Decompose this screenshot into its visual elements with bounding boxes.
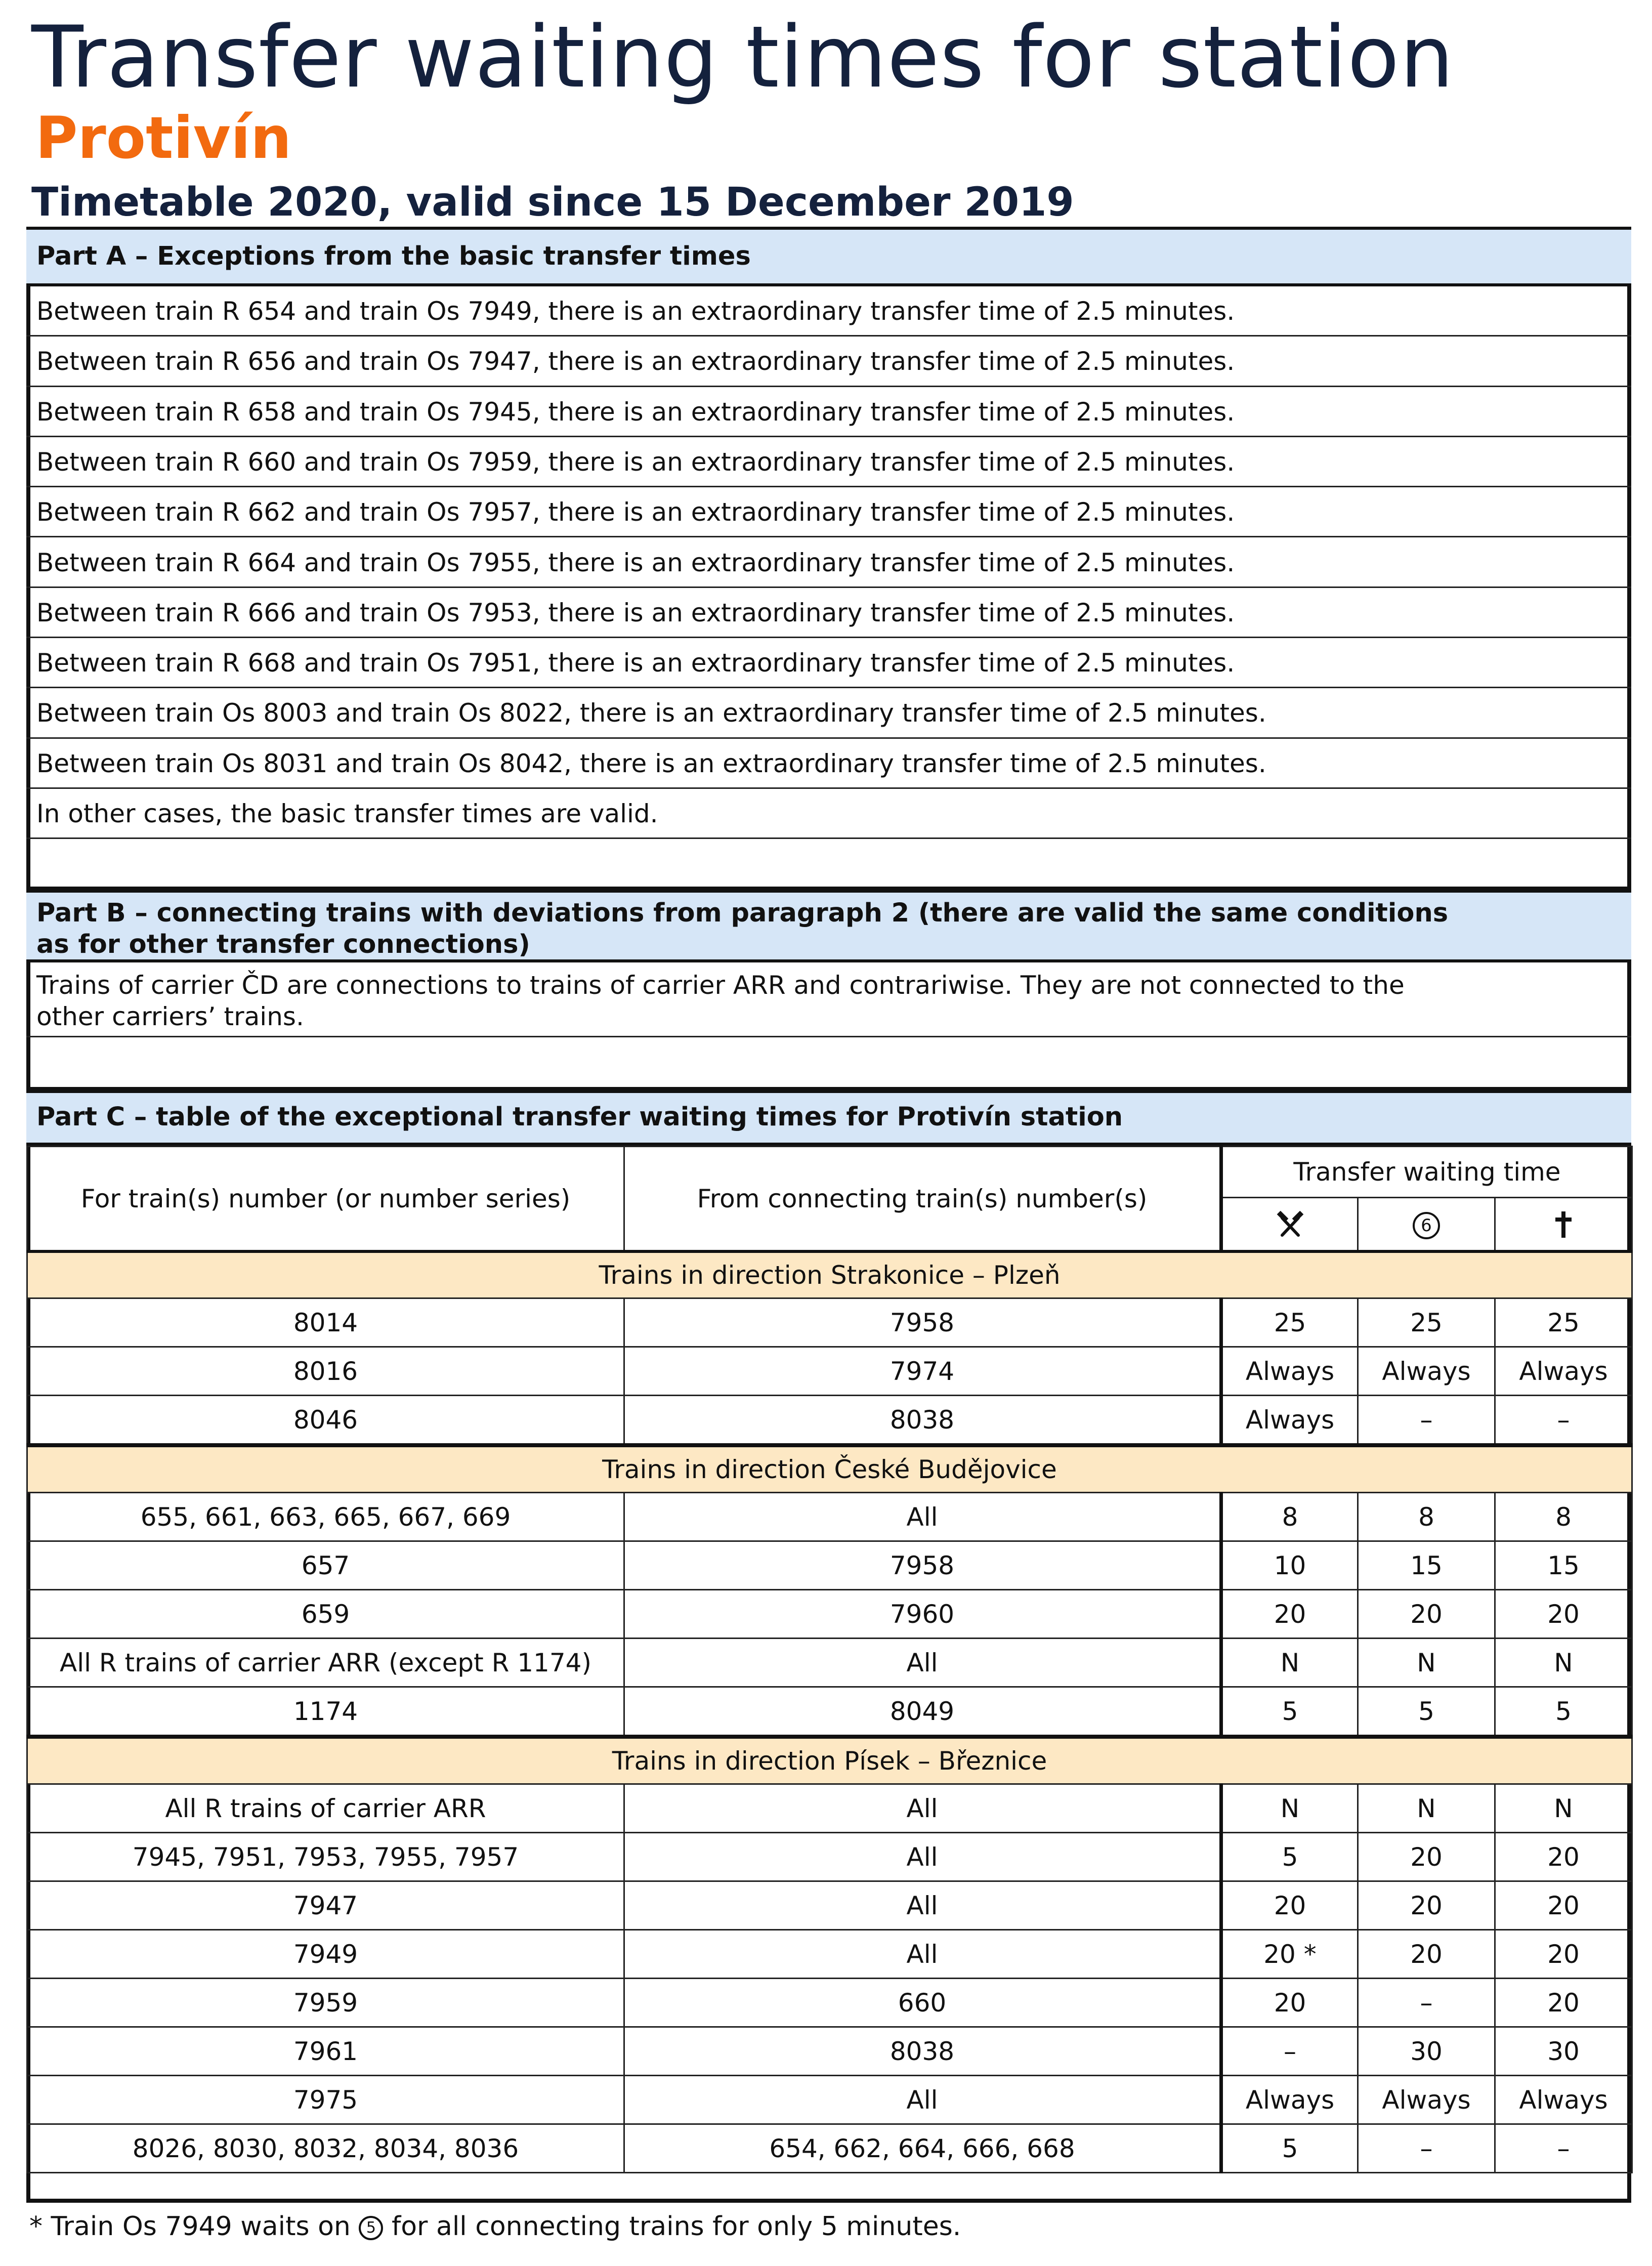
- connecting-train-cell: 8049: [624, 1687, 1221, 1737]
- friday-5-icon: 5: [359, 2216, 383, 2240]
- table-row: [27, 2076, 1632, 2124]
- station-name: Protivín: [35, 104, 292, 172]
- col-header-train: For train(s) number (or number series): [27, 1147, 624, 1252]
- wait-sunday-cell: 5: [1495, 1687, 1632, 1737]
- table-row: [27, 1396, 1632, 1446]
- wait-sunday-cell: 20: [1495, 1930, 1632, 1979]
- wait-workdays-cell: –: [1221, 2027, 1358, 2076]
- table-row: [27, 2027, 1632, 2076]
- footnote: [29, 2206, 961, 2247]
- waiting-times-table: [26, 1146, 1633, 2173]
- train-number-cell: 657: [27, 1541, 624, 1590]
- table-row: [27, 1590, 1632, 1639]
- wait-sunday-cell: 20: [1495, 1881, 1632, 1930]
- wait-saturday-cell: 5: [1358, 1687, 1495, 1737]
- direction-title: Trains in direction České Budějovice: [27, 1445, 1632, 1493]
- table-row: [27, 1639, 1632, 1687]
- wait-saturday-cell: Always: [1358, 2076, 1495, 2124]
- part-a-empty-row: [26, 839, 1631, 890]
- train-number-cell: All R trains of carrier ARR (except R 1174): [27, 1639, 624, 1687]
- table-row: [27, 2124, 1632, 2173]
- wait-workdays-cell: N: [1221, 1639, 1358, 1687]
- connecting-train-cell: All: [624, 1493, 1221, 1541]
- train-number-cell: 7961: [27, 2027, 624, 2076]
- train-number-cell: All R trains of carrier ARR: [27, 1784, 624, 1833]
- connecting-train-cell: 8038: [624, 2027, 1221, 2076]
- wait-workdays-cell: Always: [1221, 1396, 1358, 1446]
- part-b-text: [26, 962, 1631, 1037]
- part-b-heading-line-2: as for other transfer connections): [36, 930, 530, 959]
- page-title: Transfer waiting times for station: [31, 8, 1455, 107]
- wait-saturday-cell: Always: [1358, 1347, 1495, 1396]
- wait-saturday-cell: 20: [1358, 1590, 1495, 1639]
- train-number-cell: 7945, 7951, 7953, 7955, 7957: [27, 1833, 624, 1881]
- train-number-cell: 659: [27, 1590, 624, 1639]
- part-a-line: Between train R 664 and train Os 7955, there is an extraordinary transfer time of 2.5 minutes.: [26, 538, 1631, 588]
- part-a-line: Between train R 666 and train Os 7953, there is an extraordinary transfer time of 2.5 minutes.: [26, 588, 1631, 638]
- wait-sunday-cell: 25: [1495, 1298, 1632, 1347]
- footnote-prefix: * Train Os 7949 waits on: [29, 2211, 351, 2242]
- table-row: [27, 1687, 1632, 1737]
- train-number-cell: 7959: [27, 1979, 624, 2027]
- table-row: [27, 1298, 1632, 1347]
- timetable-validity: Timetable 2020, valid since 15 December 2019: [31, 180, 1074, 225]
- connecting-train-cell: All: [624, 1881, 1221, 1930]
- part-a-heading: Part A – Exceptions from the basic transfer times: [26, 227, 1631, 286]
- part-a-line: Between train Os 8031 and train Os 8042, there is an extraordinary transfer time of 2.5 minutes.: [26, 739, 1631, 789]
- part-a-line: Between train R 662 and train Os 7957, there is an extraordinary transfer time of 2.5 minutes.: [26, 487, 1631, 537]
- part-c-heading: Part C – table of the exceptional transfer waiting times for Protivín station: [26, 1090, 1631, 1146]
- wait-sunday-cell: 15: [1495, 1541, 1632, 1590]
- table-row: [27, 1930, 1632, 1979]
- wait-saturday-cell: N: [1358, 1784, 1495, 1833]
- wait-saturday-cell: 30: [1358, 2027, 1495, 2076]
- part-c-table-wrap: [26, 1146, 1631, 2173]
- connecting-train-cell: 7974: [624, 1347, 1221, 1396]
- wait-sunday-cell: 8: [1495, 1493, 1632, 1541]
- part-a-line: Between train R 656 and train Os 7947, there is an extraordinary transfer time of 2.5 minutes.: [26, 337, 1631, 387]
- wait-workdays-cell: N: [1221, 1784, 1358, 1833]
- connecting-train-cell: 654, 662, 664, 666, 668: [624, 2124, 1221, 2173]
- wait-sunday-cell: 30: [1495, 2027, 1632, 2076]
- wait-saturday-cell: –: [1358, 1979, 1495, 2027]
- train-number-cell: 8026, 8030, 8032, 8034, 8036: [27, 2124, 624, 2173]
- wait-saturday-cell: 20: [1358, 1930, 1495, 1979]
- wait-workdays-cell: 10: [1221, 1541, 1358, 1590]
- train-number-cell: 7949: [27, 1930, 624, 1979]
- sunday-header: [1495, 1198, 1632, 1252]
- direction-group-row: [27, 1737, 1632, 1784]
- wait-workdays-cell: 5: [1221, 1833, 1358, 1881]
- connecting-train-cell: All: [624, 1639, 1221, 1687]
- connecting-train-cell: All: [624, 2076, 1221, 2124]
- wait-workdays-cell: 20 *: [1221, 1930, 1358, 1979]
- wait-sunday-cell: Always: [1495, 1347, 1632, 1396]
- table-row: [27, 1541, 1632, 1590]
- direction-title: Trains in direction Písek – Březnice: [27, 1737, 1632, 1784]
- part-b-heading: [26, 890, 1631, 962]
- table-body: [27, 1251, 1632, 2173]
- col-header-wait: Transfer waiting time: [1221, 1147, 1632, 1198]
- wait-saturday-cell: –: [1358, 1396, 1495, 1446]
- connecting-train-cell: 7958: [624, 1298, 1221, 1347]
- train-number-cell: 8016: [27, 1347, 624, 1396]
- part-a-line: Between train R 658 and train Os 7945, there is an extraordinary transfer time of 2.5 minutes.: [26, 387, 1631, 437]
- connecting-train-cell: All: [624, 1930, 1221, 1979]
- saturday-6-icon: 6: [1413, 1212, 1440, 1239]
- wait-workdays-cell: 5: [1221, 2124, 1358, 2173]
- direction-group-row: [27, 1445, 1632, 1493]
- wait-sunday-cell: –: [1495, 1396, 1632, 1446]
- part-a-line: Between train Os 8003 and train Os 8022, there is an extraordinary transfer time of 2.5 minutes.: [26, 688, 1631, 738]
- table-row: [27, 1493, 1632, 1541]
- table-row: [27, 1347, 1632, 1396]
- train-number-cell: 1174: [27, 1687, 624, 1737]
- wait-workdays-cell: 5: [1221, 1687, 1358, 1737]
- wait-sunday-cell: 20: [1495, 1590, 1632, 1639]
- part-a-line: Between train R 668 and train Os 7951, there is an extraordinary transfer time of 2.5 minutes.: [26, 638, 1631, 688]
- wait-workdays-cell: 20: [1221, 1590, 1358, 1639]
- train-number-cell: 8014: [27, 1298, 624, 1347]
- sunday-cross-icon: [1553, 1208, 1574, 1238]
- footnote-suffix: for all connecting trains for only 5 minutes.: [391, 2211, 961, 2242]
- wait-workdays-cell: 20: [1221, 1979, 1358, 2027]
- wait-sunday-cell: Always: [1495, 2076, 1632, 2124]
- train-number-cell: 7975: [27, 2076, 624, 2124]
- wait-saturday-cell: 15: [1358, 1541, 1495, 1590]
- direction-group-row: [27, 1251, 1632, 1298]
- connecting-train-cell: 8038: [624, 1396, 1221, 1446]
- connecting-train-cell: All: [624, 1833, 1221, 1881]
- wait-saturday-cell: 8: [1358, 1493, 1495, 1541]
- wait-workdays-cell: 8: [1221, 1493, 1358, 1541]
- wait-sunday-cell: N: [1495, 1784, 1632, 1833]
- wait-sunday-cell: 20: [1495, 1979, 1632, 2027]
- train-number-cell: 655, 661, 663, 665, 667, 669: [27, 1493, 624, 1541]
- part-a-line: In other cases, the basic transfer times are valid.: [26, 789, 1631, 839]
- train-number-cell: 7947: [27, 1881, 624, 1930]
- wait-workdays-cell: Always: [1221, 2076, 1358, 2124]
- part-b-text-line-1: Trains of carrier ČD are connections to trains of carrier ARR and contrariwise. They are not connected to the: [36, 971, 1405, 1000]
- wait-saturday-cell: 20: [1358, 1833, 1495, 1881]
- train-number-cell: 8046: [27, 1396, 624, 1446]
- table-row: [27, 1881, 1632, 1930]
- wait-saturday-cell: 20: [1358, 1881, 1495, 1930]
- wait-workdays-cell: 20: [1221, 1881, 1358, 1930]
- wait-saturday-cell: –: [1358, 2124, 1495, 2173]
- wait-sunday-cell: 20: [1495, 1833, 1632, 1881]
- workdays-hammers-icon: [1276, 1209, 1304, 1238]
- wait-sunday-cell: –: [1495, 2124, 1632, 2173]
- wait-saturday-cell: N: [1358, 1639, 1495, 1687]
- connecting-train-cell: 7958: [624, 1541, 1221, 1590]
- workdays-header: [1221, 1198, 1358, 1252]
- direction-title: Trains in direction Strakonice – Plzeň: [27, 1251, 1632, 1298]
- connecting-train-cell: All: [624, 1784, 1221, 1833]
- wait-workdays-cell: 25: [1221, 1298, 1358, 1347]
- connecting-train-cell: 660: [624, 1979, 1221, 2027]
- part-b-empty-row: [26, 1037, 1631, 1090]
- part-a-line: Between train R 660 and train Os 7959, there is an extraordinary transfer time of 2.5 minutes.: [26, 437, 1631, 487]
- wait-sunday-cell: N: [1495, 1639, 1632, 1687]
- wait-workdays-cell: Always: [1221, 1347, 1358, 1396]
- part-a-line: Between train R 654 and train Os 7949, there is an extraordinary transfer time of 2.5 minutes.: [26, 286, 1631, 337]
- table-row: [27, 1784, 1632, 1833]
- part-b-heading-line-1: Part B – connecting trains with deviations from paragraph 2 (there are valid the same conditions: [36, 898, 1449, 928]
- col-header-from: From connecting train(s) number(s): [624, 1147, 1221, 1252]
- part-b-text-line-2: other carriers’ trains.: [36, 1002, 304, 1031]
- table-row: [27, 1979, 1632, 2027]
- saturday-header: [1358, 1198, 1495, 1252]
- wait-saturday-cell: 25: [1358, 1298, 1495, 1347]
- table-row: [27, 1833, 1632, 1881]
- connecting-train-cell: 7960: [624, 1590, 1221, 1639]
